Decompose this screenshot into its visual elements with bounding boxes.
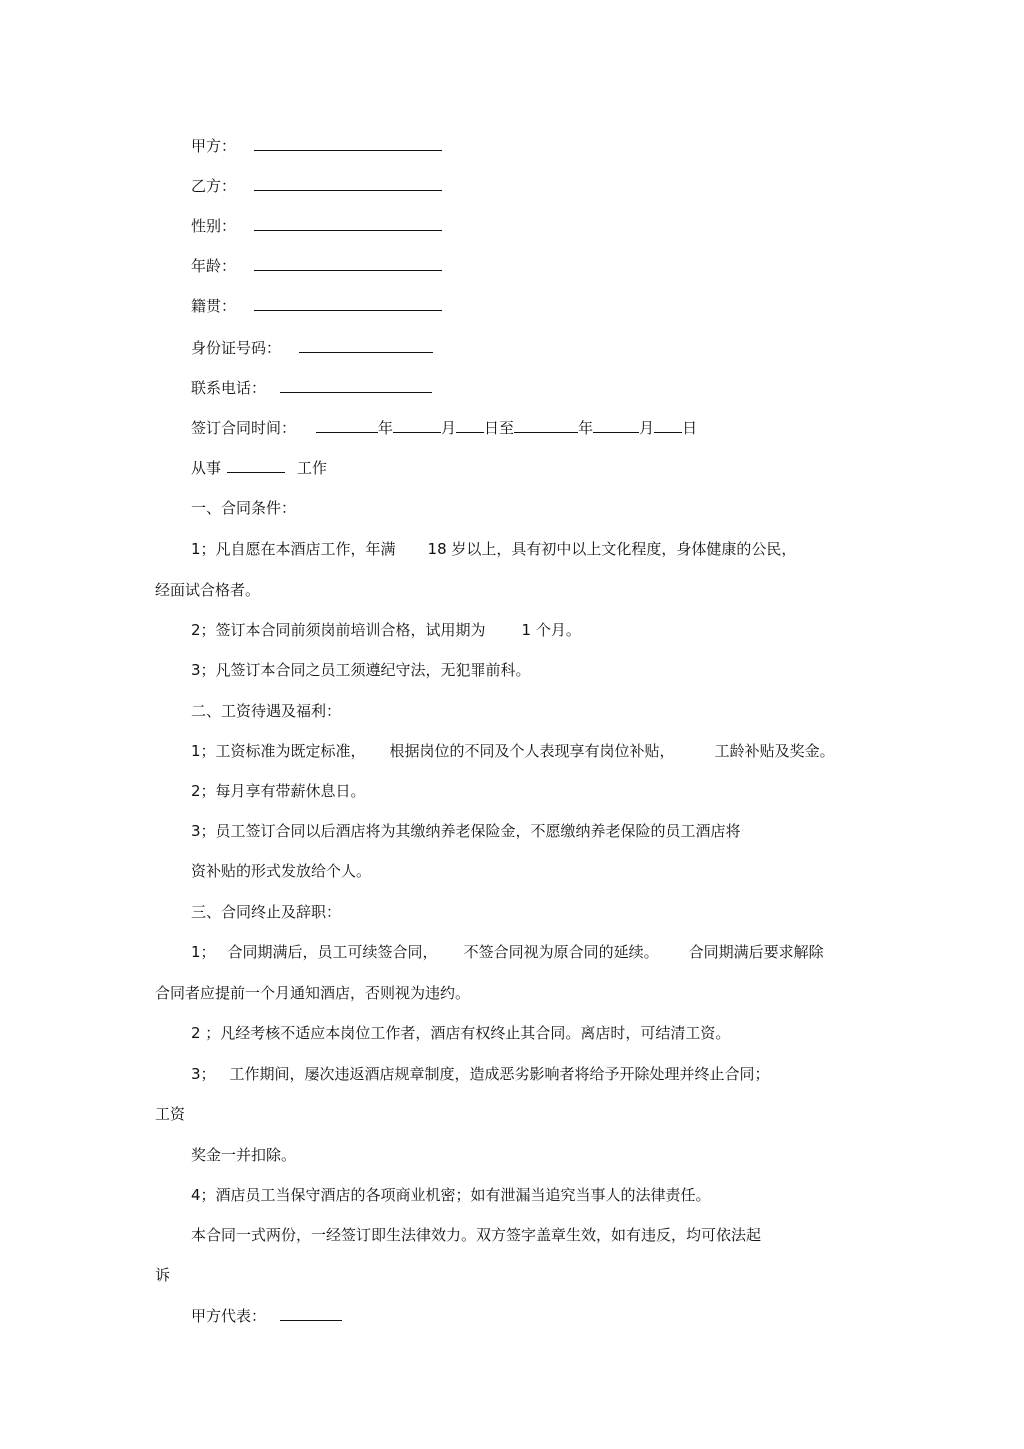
- start-day-blank: [456, 418, 484, 433]
- year-label-1: 年: [378, 419, 394, 437]
- section2-item3: 3；员工签订合同以后酒店将为其缴纳养老保险金，不愿缴纳养老保险的员工酒店将: [191, 822, 741, 840]
- start-month-blank: [393, 418, 441, 433]
- gender-label: 性别：: [191, 217, 237, 235]
- section1-item1-part-b: 18 岁以上，具有初中以上文化程度，身体健康的公民，: [427, 540, 797, 558]
- party-a-rep-line: [191, 1306, 342, 1326]
- party-a-line: [191, 136, 442, 156]
- origin-blank: [254, 296, 442, 311]
- section2-title: 二、工资待遇及福利：: [191, 702, 342, 720]
- section3-title: 三、合同终止及辞职：: [191, 903, 342, 921]
- section1-title: 一、合同条件：: [191, 499, 297, 517]
- section1-item2-part-a: 2；签订本合同前须岗前培训合格，试用期为: [191, 621, 486, 639]
- engaged-blank: [227, 458, 285, 473]
- phone-line: [191, 378, 432, 398]
- section2-item1: [191, 741, 835, 761]
- party-b-label: 乙方：: [191, 177, 237, 195]
- section3-item1-part-d: 合同期满后要求解除: [688, 943, 824, 961]
- day-to-label: 日至: [484, 419, 515, 437]
- engaged-line: [191, 458, 327, 478]
- work-label: 工作: [297, 459, 328, 477]
- sign-time-label: 签订合同时间：: [191, 419, 297, 437]
- section3-item3-part-a: 3；: [191, 1065, 216, 1083]
- id-number-label: 身份证号码：: [191, 339, 282, 357]
- section2-item1-part-a: 1；工资标准为既定标准，: [191, 742, 366, 760]
- section3-item3: [191, 1064, 770, 1084]
- month-label-1: 月: [441, 419, 457, 437]
- closing-text: 本合同一式两份，一经签订即生法律效力。双方签字盖章生效，如有违反，均可依法起: [191, 1226, 762, 1244]
- closing-text-cont: 诉: [155, 1266, 171, 1284]
- section1-item1: [191, 539, 796, 559]
- gender-blank: [254, 216, 442, 231]
- start-year-blank: [316, 418, 378, 433]
- section1-item1-part-a: 1；凡自愿在本酒店工作，年满: [191, 540, 396, 558]
- section3-item3-cont-2: 奖金一并扣除。: [191, 1146, 297, 1164]
- origin-label: 籍贯：: [191, 297, 237, 315]
- phone-label: 联系电话：: [191, 379, 267, 397]
- id-number-line: [191, 338, 433, 358]
- engaged-label: 从事: [191, 459, 222, 477]
- age-blank: [254, 256, 442, 271]
- section1-item1-cont: 经面试合格者。: [155, 581, 261, 599]
- age-label: 年龄：: [191, 257, 237, 275]
- end-month-blank: [593, 418, 639, 433]
- section1-item2-part-b: 1 个月。: [521, 621, 581, 639]
- phone-blank: [280, 378, 432, 393]
- month-label-2: 月: [639, 419, 655, 437]
- section2-item2: 2；每月享有带薪休息日。: [191, 782, 366, 800]
- origin-line: [191, 296, 442, 316]
- section2-item1-part-c: 工龄补贴及奖金。: [714, 742, 835, 760]
- section2-item3-cont: 资补贴的形式发放给个人。: [191, 862, 372, 880]
- year-label-2: 年: [578, 419, 594, 437]
- gender-line: [191, 216, 442, 236]
- party-a-blank: [254, 136, 442, 151]
- section3-item1: [191, 942, 824, 962]
- age-line: [191, 256, 442, 276]
- party-b-blank: [254, 176, 442, 191]
- party-a-label: 甲方：: [191, 137, 237, 155]
- sign-time-line: [191, 418, 697, 438]
- end-day-blank: [654, 418, 682, 433]
- day-label: 日: [682, 419, 698, 437]
- section1-item2: [191, 620, 581, 640]
- party-a-rep-blank: [280, 1306, 342, 1321]
- end-year-blank: [514, 418, 578, 433]
- section3-item1-cont: 合同者应提前一个月通知酒店，否则视为违约。: [155, 984, 471, 1002]
- section3-item3-cont-1: 工资: [155, 1105, 186, 1123]
- section3-item3-part-b: 工作期间，屡次违返酒店规章制度，造成恶劣影响者将给予开除处理并终止合同；: [229, 1065, 770, 1083]
- section2-item1-part-b: 根据岗位的不同及个人表现享有岗位补贴，: [389, 742, 675, 760]
- section3-item1-part-c: 不签合同视为原合同的延续。: [463, 943, 659, 961]
- section3-item2: 2 ；凡经考核不适应本岗位工作者，酒店有权终止其合同。离店时，可结清工资。: [191, 1024, 731, 1042]
- section1-item3: 3；凡签订本合同之员工须遵纪守法，无犯罪前科。: [191, 661, 531, 679]
- section3-item4: 4；酒店员工当保守酒店的各项商业机密；如有泄漏当追究当事人的法律责任。: [191, 1186, 711, 1204]
- section3-item1-part-a: 1；: [191, 943, 216, 961]
- party-b-line: [191, 176, 442, 196]
- id-number-blank: [299, 338, 433, 353]
- section3-item1-part-b: 合同期满后，员工可续签合同，: [227, 943, 438, 961]
- party-a-rep-label: 甲方代表：: [191, 1307, 267, 1325]
